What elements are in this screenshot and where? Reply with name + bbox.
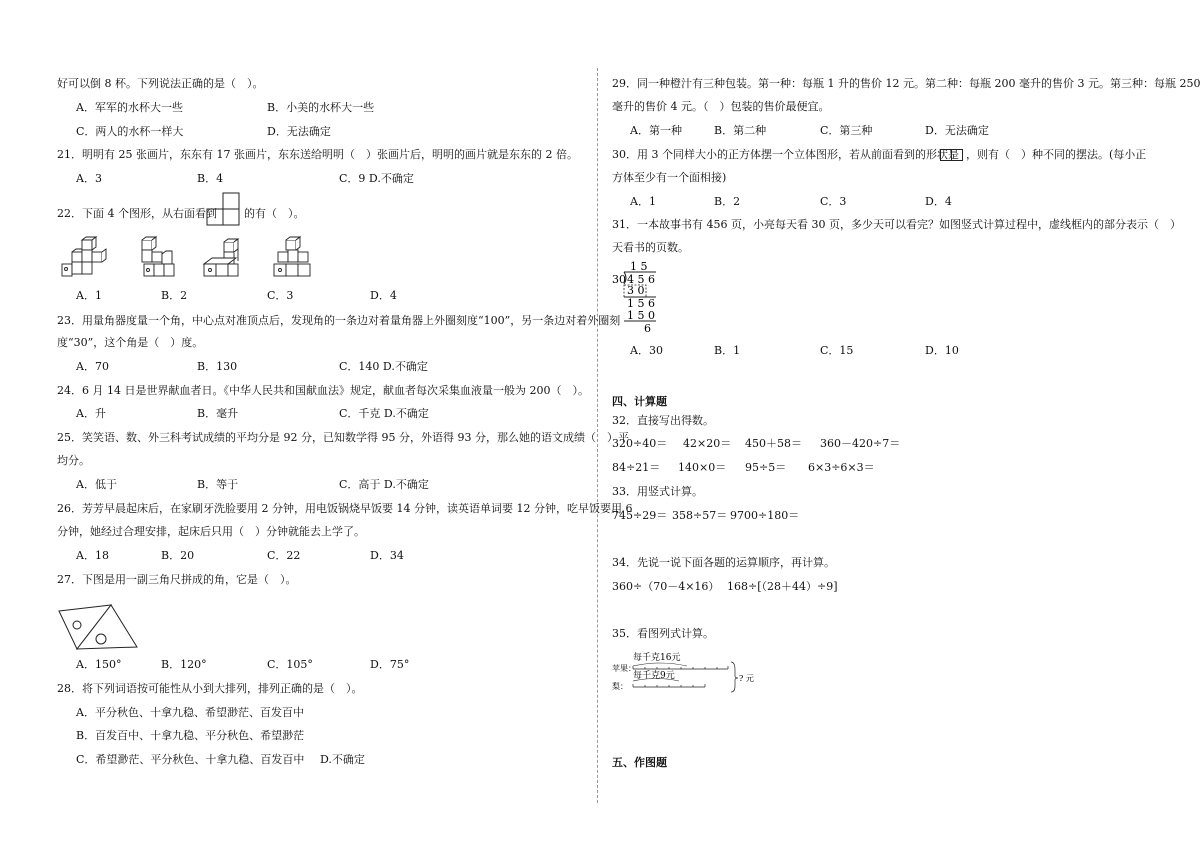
q30-option-c: C．3 bbox=[820, 195, 847, 208]
q32-item-1: 320÷40＝ bbox=[612, 437, 668, 450]
q23-line2: 度“30”，这个角是（ ）度。 bbox=[57, 336, 204, 349]
q31-long-division bbox=[612, 260, 662, 340]
q30-line2: 方体至少有一个面相接) bbox=[612, 171, 727, 184]
division-step1: 3 0 bbox=[627, 284, 645, 297]
q20-tail: 好可以倒 8 杯。下列说法正确的是（ ）。 bbox=[57, 77, 264, 90]
q28-option-d: D.不确定 bbox=[320, 753, 365, 766]
q29-option-b: B．第二种 bbox=[714, 124, 767, 137]
q26-line1: 26．芳芳早晨起床后，在家刷牙洗脸要用 2 分钟，用电饭锅烧早饭要 14 分钟，读英语单词要 12 分钟，吃早饭要用 6 bbox=[57, 502, 633, 515]
q33-item-1: 745÷29＝ bbox=[612, 509, 668, 522]
q33-item-3: 9700÷180＝ bbox=[730, 509, 800, 522]
q30-text-a: 30．用 3 个同样大小的正方体摆一个立体图形，若从前面看到的形状是 bbox=[612, 148, 959, 161]
q21-text: 21．明明有 25 张画片，东东有 17 张画片，东东送给明明（ ）张画片后，明明的画片就是东东的 2 倍。 bbox=[57, 148, 578, 161]
q23-option-b: B．130 bbox=[197, 360, 238, 373]
q32-item-5: 84÷21＝ bbox=[612, 461, 661, 474]
division-quotient: 1 5 bbox=[630, 260, 648, 273]
q32-text: 32．直接写出得数。 bbox=[612, 414, 714, 427]
q32-item-2: 42×20＝ bbox=[683, 437, 732, 450]
q32-item-3: 450＋58＝ bbox=[745, 437, 802, 450]
q22-option-c: C．3 bbox=[267, 289, 294, 302]
q25-line2: 均分。 bbox=[57, 454, 90, 467]
apple-label: 苹果： bbox=[612, 664, 636, 673]
q22-option-b: B．2 bbox=[161, 289, 188, 302]
q32-item-6: 140×0＝ bbox=[678, 461, 727, 474]
q30-text-b: ，则有（ ）种不同的摆法。(每小正 bbox=[966, 148, 1147, 161]
q20-option-c: C．两人的水杯一样大 bbox=[76, 125, 184, 138]
q27-option-c: C．105° bbox=[267, 658, 313, 671]
total-price: ? 元 bbox=[739, 674, 754, 683]
q22-text-a: 22．下面 4 个图形，从右面看到 bbox=[57, 207, 217, 220]
division-remainder: 6 bbox=[644, 322, 651, 335]
q24-option-a: A．升 bbox=[76, 407, 106, 420]
pear-price: 每千克9元 bbox=[633, 671, 675, 681]
q31-line1: 31．一本故事书有 456 页，小亮每天看 30 页，多少天可以看完？如图竖式计算过程中，虚线框内的部分表示（ ） bbox=[612, 218, 1181, 231]
q27-text: 27．下图是用一副三角尺拼成的角，它是（ ）。 bbox=[57, 573, 297, 586]
q27-option-b: B．120° bbox=[161, 658, 207, 671]
q34-item-2: 168÷[（28＋44）÷9] bbox=[727, 580, 838, 593]
q24-option-b: B．毫升 bbox=[197, 407, 239, 420]
q22-text-b: 的有（ ）。 bbox=[244, 207, 305, 220]
q23-option-c: C．140 D.不确定 bbox=[339, 360, 428, 373]
q32-item-4: 360－420÷7＝ bbox=[820, 437, 901, 450]
q23-line1: 23．用量角器度量一个角，中心点对准顶点后，发现角的一条边对着量角器上外圈刻度“100”，另一条边对着外圈刻 bbox=[57, 314, 621, 327]
q25-option-a: A．低于 bbox=[76, 478, 117, 491]
q20-option-b: B．小美的水杯大一些 bbox=[267, 101, 375, 114]
q31-option-b: B．1 bbox=[714, 344, 741, 357]
q32-item-8: 6×3÷6×3＝ bbox=[808, 461, 875, 474]
q31-option-a: A．30 bbox=[630, 344, 663, 357]
q22-cube-figures bbox=[60, 238, 330, 282]
q28-option-c: C．希望渺茫、平分秋色、十拿九稳、百发百中 bbox=[76, 753, 305, 766]
q29-line1: 29．同一种橙汁有三种包装。第一种：每瓶 1 升的售价 12 元。第二种：每瓶 200 毫升的售价 3 元。第三种：每瓶 250 bbox=[612, 77, 1200, 90]
q31-line2: 天看书的页数。 bbox=[612, 241, 689, 254]
q26-line2: 分钟，她经过合理安排，起床后只用（ ）分钟就能去上学了。 bbox=[57, 525, 365, 538]
q30-option-a: A．1 bbox=[630, 195, 656, 208]
q29-option-a: A．第一种 bbox=[630, 124, 682, 137]
q26-option-d: D．34 bbox=[370, 549, 404, 562]
q21-option-b: B．4 bbox=[197, 172, 224, 185]
division-step3: 1 5 0 bbox=[627, 309, 655, 322]
q30-option-d: D．4 bbox=[925, 195, 952, 208]
q32-item-7: 95÷5＝ bbox=[745, 461, 787, 474]
pear-label: 梨： bbox=[612, 682, 628, 691]
q33-item-2: 358÷57＝ bbox=[672, 509, 728, 522]
q25-option-b: B．等于 bbox=[197, 478, 239, 491]
q27-triangle-rulers-figure bbox=[59, 603, 139, 651]
q34-text: 34．先说一说下面各题的运算顺序，再计算。 bbox=[612, 556, 835, 569]
q21-option-a: A．3 bbox=[76, 172, 102, 185]
q23-option-a: A．70 bbox=[76, 360, 109, 373]
q22-side-view-figure bbox=[207, 192, 243, 226]
q20-option-a: A．军军的水杯大一些 bbox=[76, 101, 183, 114]
q22-option-d: D．4 bbox=[370, 289, 397, 302]
q26-option-c: C．22 bbox=[267, 549, 301, 562]
q35-text: 35．看图列式计算。 bbox=[612, 627, 714, 640]
division-dividend: 4 5 6 bbox=[627, 273, 655, 286]
q29-option-c: C．第三种 bbox=[820, 124, 873, 137]
q26-option-a: A．18 bbox=[76, 549, 109, 562]
q26-option-b: B．20 bbox=[161, 549, 195, 562]
section-4-heading: 四、计算题 bbox=[612, 395, 667, 408]
q27-option-a: A．150° bbox=[76, 658, 122, 671]
section-5-heading: 五、作图题 bbox=[612, 756, 667, 769]
q24-option-c: C．千克 D.不确定 bbox=[339, 407, 429, 420]
q35-line-segment-figure bbox=[612, 652, 762, 702]
q25-line1: 25．笑笑语、数、外三科考试成绩的平均分是 92 分，已知数学得 95 分，外语得 93 分，那么她的语文成绩（ ）平 bbox=[57, 431, 629, 444]
q31-option-c: C．15 bbox=[820, 344, 854, 357]
q28-option-a: A．平分秋色、十拿九稳、希望渺茫、百发百中 bbox=[76, 706, 304, 719]
q22-option-a: A．1 bbox=[76, 289, 102, 302]
division-divisor: 30 bbox=[612, 273, 626, 286]
q25-option-c: C．高于 D.不确定 bbox=[339, 478, 429, 491]
q28-text: 28．将下列词语按可能性从小到大排列，排列正确的是（ ）。 bbox=[57, 682, 363, 695]
q34-item-1: 360÷（70－4×16） bbox=[612, 580, 720, 593]
q21-option-c: C．9 D.不确定 bbox=[339, 172, 414, 185]
q31-option-d: D．10 bbox=[925, 344, 959, 357]
q28-option-b: B．百发百中、十拿九稳、平分秋色、希望渺茫 bbox=[76, 729, 305, 742]
q20-option-d: D．无法确定 bbox=[267, 125, 331, 138]
apple-price: 每千克16元 bbox=[633, 653, 681, 663]
q24-text: 24．6 月 14 日是世界献血者日。《中华人民共和国献血法》规定，献血者每次采集血液量一般为 200（ ）。 bbox=[57, 384, 589, 397]
q27-option-d: D．75° bbox=[370, 658, 410, 671]
q30-front-view-figure bbox=[940, 149, 964, 161]
q30-option-b: B．2 bbox=[714, 195, 741, 208]
q29-line2: 毫升的售价 4 元。（ ）包装的售价最便宜。 bbox=[612, 100, 830, 113]
division-step2: 1 5 6 bbox=[627, 297, 655, 310]
q29-option-d: D．无法确定 bbox=[925, 124, 989, 137]
q33-text: 33．用竖式计算。 bbox=[612, 485, 703, 498]
